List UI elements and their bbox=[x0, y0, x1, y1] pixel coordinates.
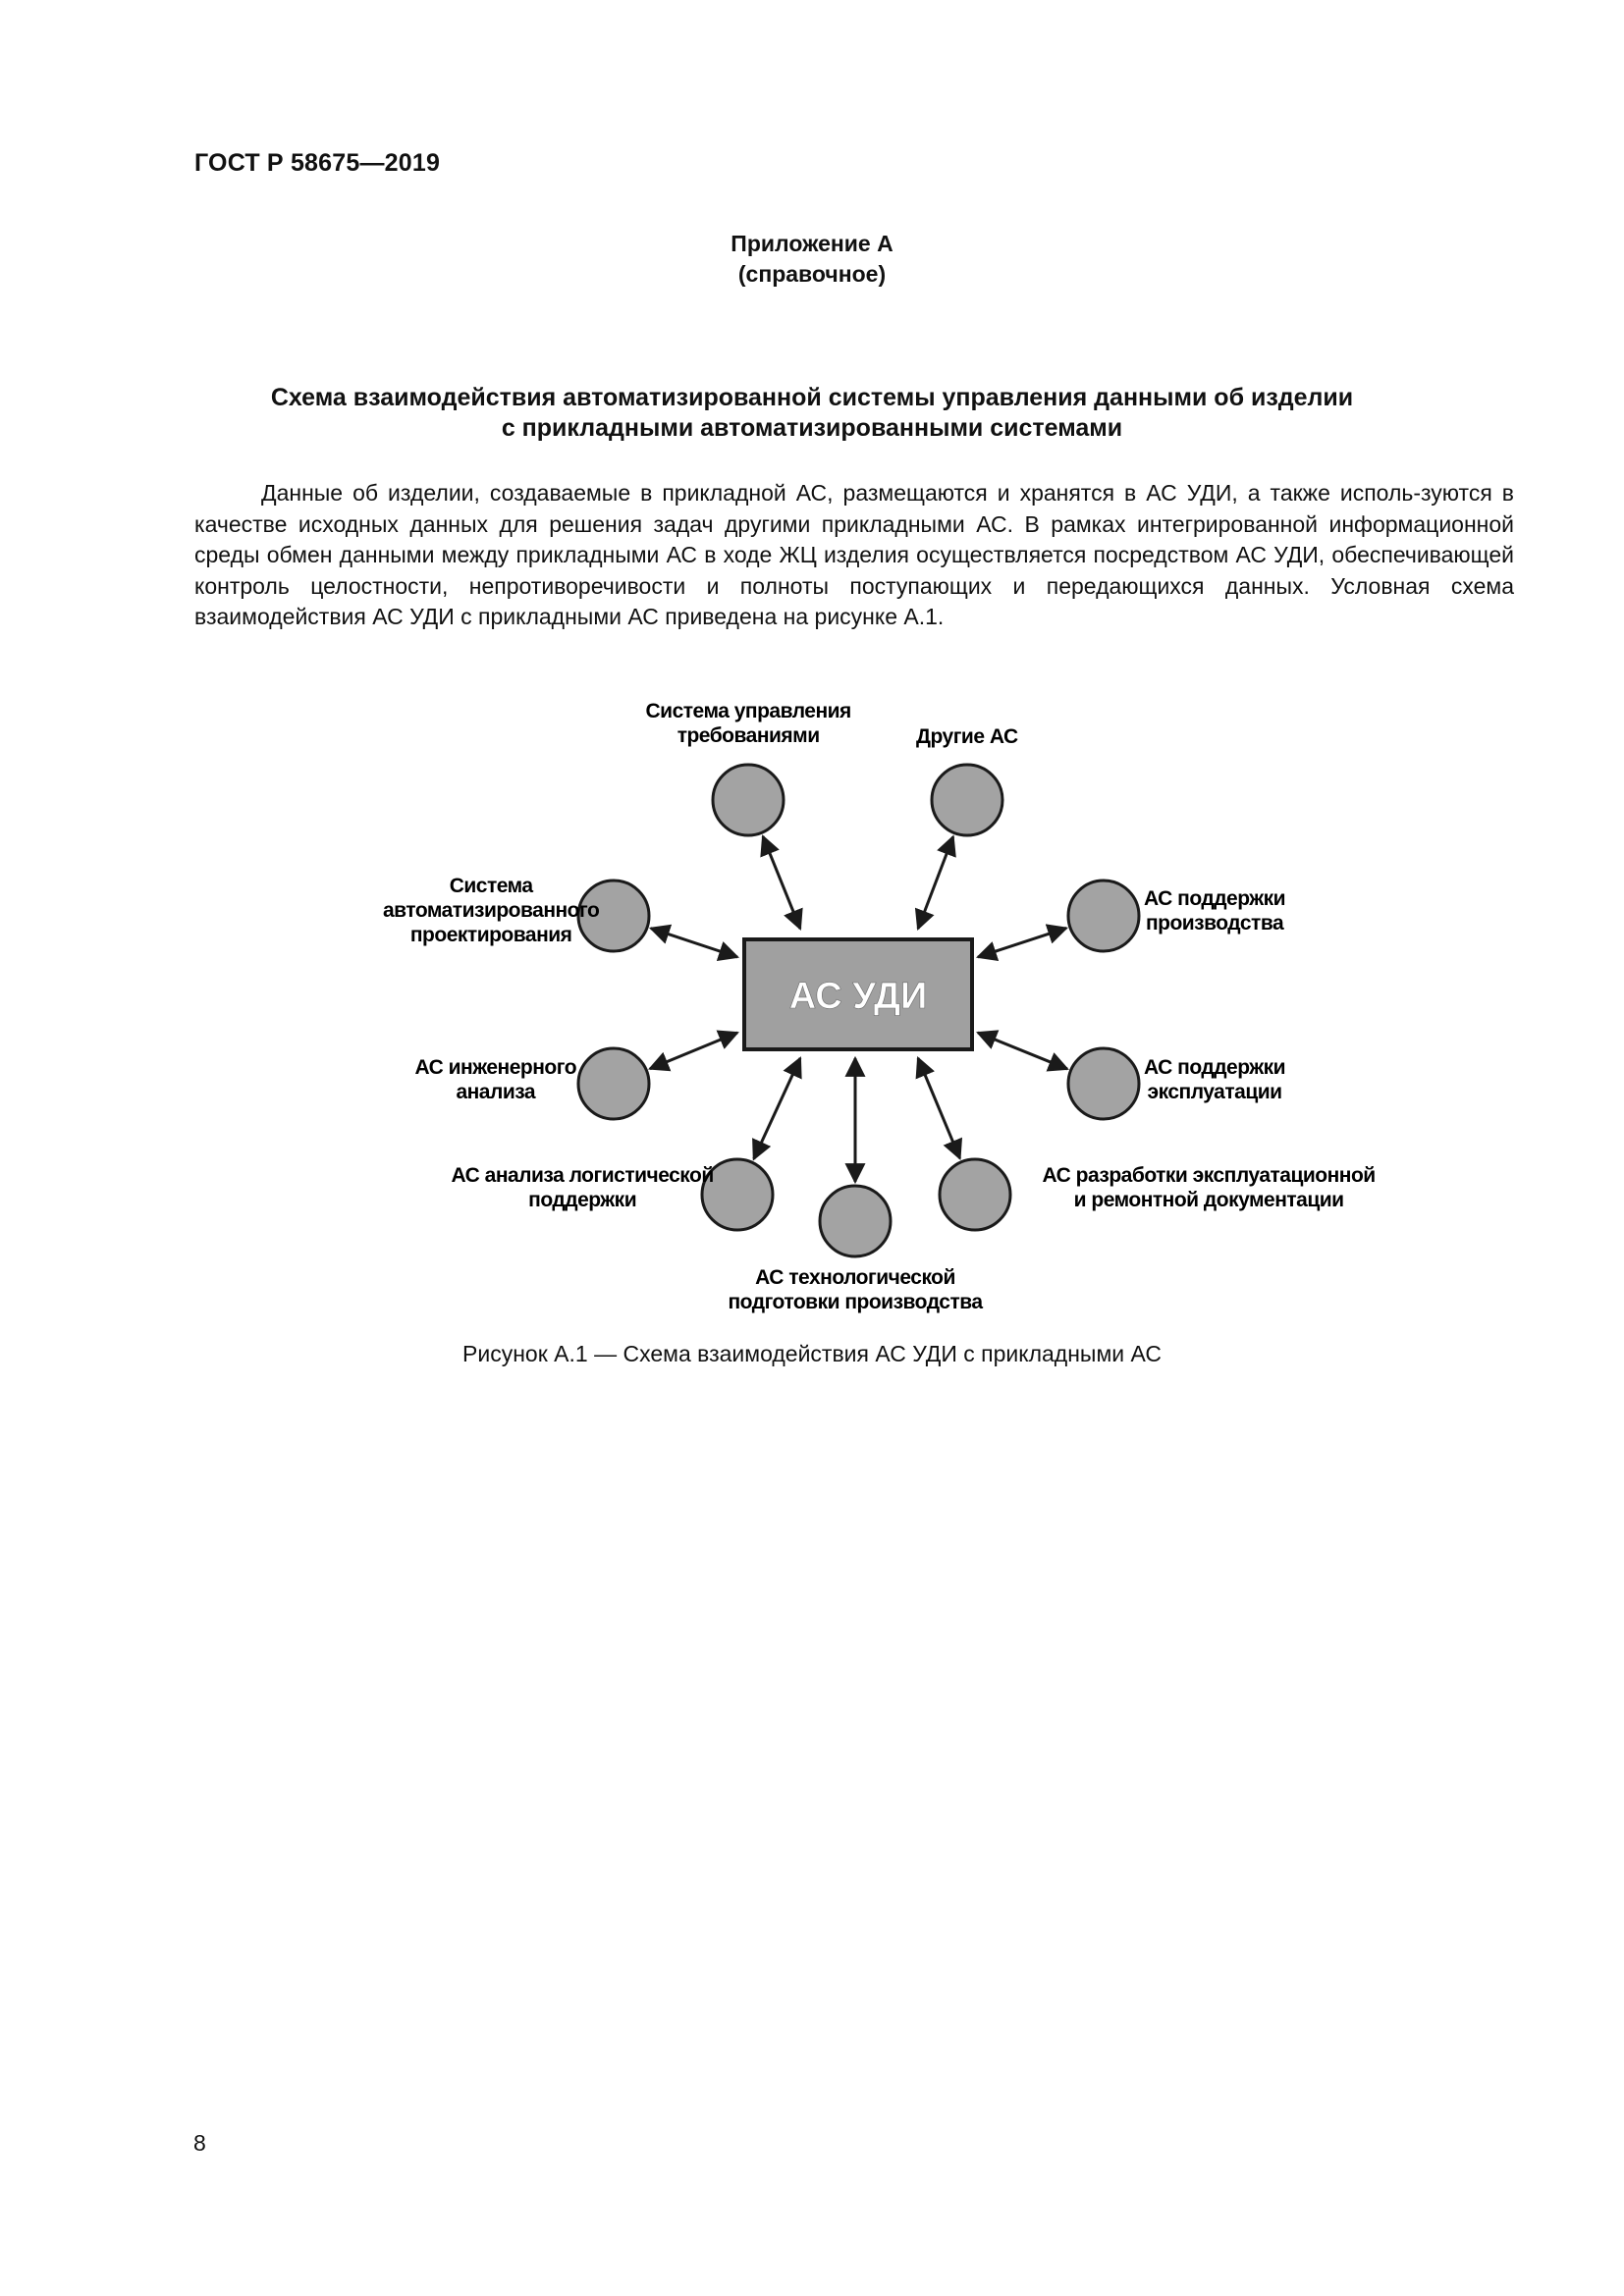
node-label-oper bbox=[1144, 1055, 1285, 1104]
arrow-oper bbox=[978, 1033, 1067, 1069]
node-circle-other bbox=[932, 765, 1002, 835]
node-label-cad bbox=[383, 874, 599, 947]
node-label-line: Другие АС bbox=[916, 725, 1018, 748]
standard-id: ГОСТ Р 58675—2019 bbox=[194, 149, 441, 177]
section-title-line1: Схема взаимодействия автоматизированной системы управления данными об изделии bbox=[270, 384, 1354, 411]
annex-title: Приложение А bbox=[731, 231, 893, 256]
node-label-line: проектирования bbox=[409, 924, 572, 946]
node-label-line: и ремонтной документации bbox=[1073, 1189, 1344, 1211]
node-label-line: АС анализа логистической bbox=[451, 1164, 714, 1187]
page-number: 8 bbox=[193, 2130, 206, 2156]
node-label-other bbox=[916, 724, 1018, 749]
node-label-line: поддержки bbox=[528, 1189, 637, 1211]
node-label-req bbox=[646, 699, 851, 748]
arrow-eng bbox=[650, 1033, 737, 1069]
node-label-line: требованиями bbox=[677, 724, 820, 747]
node-label-eng bbox=[415, 1055, 577, 1104]
arrow-prod bbox=[978, 928, 1066, 957]
node-circle-docs bbox=[940, 1159, 1010, 1230]
body-paragraph: Данные об изделии, создаваемые в прикладной АС, размещаются и хранятся в АС УДИ, а также исполь-зуются в качестве исходных данных для решения задач другими прикладными АС. В рамках интегрированной информационной среды обмен данными между прикладными АС в ходе ЖЦ изделия осуществляется посредством АС УДИ, обеспечивающей контроль целостности, непротиворечивости и полноты поступающих и передающихся данных. Условная схема взаимодействия АС УДИ с прикладными АС приведена на рисунке А.1. bbox=[194, 480, 1514, 630]
node-label-docs bbox=[1043, 1163, 1376, 1212]
node-label-line: АС технологической bbox=[755, 1266, 955, 1289]
figure-caption: Рисунок А.1 — Схема взаимодействия АС УДИ с прикладными АС bbox=[462, 1341, 1162, 1366]
annex-type: (справочное) bbox=[737, 261, 887, 287]
node-circle-tech bbox=[820, 1186, 891, 1256]
node-label-line: эксплуатации bbox=[1147, 1081, 1282, 1103]
node-circle-prod bbox=[1068, 881, 1139, 951]
node-label-line: автоматизированного bbox=[383, 899, 600, 922]
node-label-line: АС разработки эксплуатационной bbox=[1042, 1164, 1376, 1187]
node-label-line: Система управления bbox=[645, 700, 851, 722]
center-box-label: АС УДИ bbox=[788, 976, 928, 1017]
node-label-line: АС поддержки bbox=[1144, 887, 1286, 910]
arrow-log bbox=[754, 1058, 800, 1159]
node-label-line: Система bbox=[449, 875, 533, 897]
node-circle-eng bbox=[578, 1048, 649, 1119]
section-title-line2: с прикладными автоматизированными системами bbox=[501, 414, 1123, 442]
node-label-prod bbox=[1144, 886, 1285, 935]
arrow-req bbox=[763, 836, 800, 929]
node-label-line: анализа bbox=[456, 1081, 536, 1103]
node-label-line: АС инженерного bbox=[414, 1056, 577, 1079]
node-circle-oper bbox=[1068, 1048, 1139, 1119]
arrow-docs bbox=[918, 1058, 960, 1158]
node-label-log bbox=[452, 1163, 714, 1212]
node-label-line: АС поддержки bbox=[1144, 1056, 1286, 1079]
node-label-tech bbox=[729, 1265, 983, 1314]
arrow-other bbox=[918, 836, 953, 929]
node-circle-req bbox=[713, 765, 784, 835]
node-label-line: производства bbox=[1145, 912, 1284, 934]
node-label-line: подготовки производства bbox=[728, 1291, 983, 1313]
arrow-cad bbox=[651, 929, 737, 957]
